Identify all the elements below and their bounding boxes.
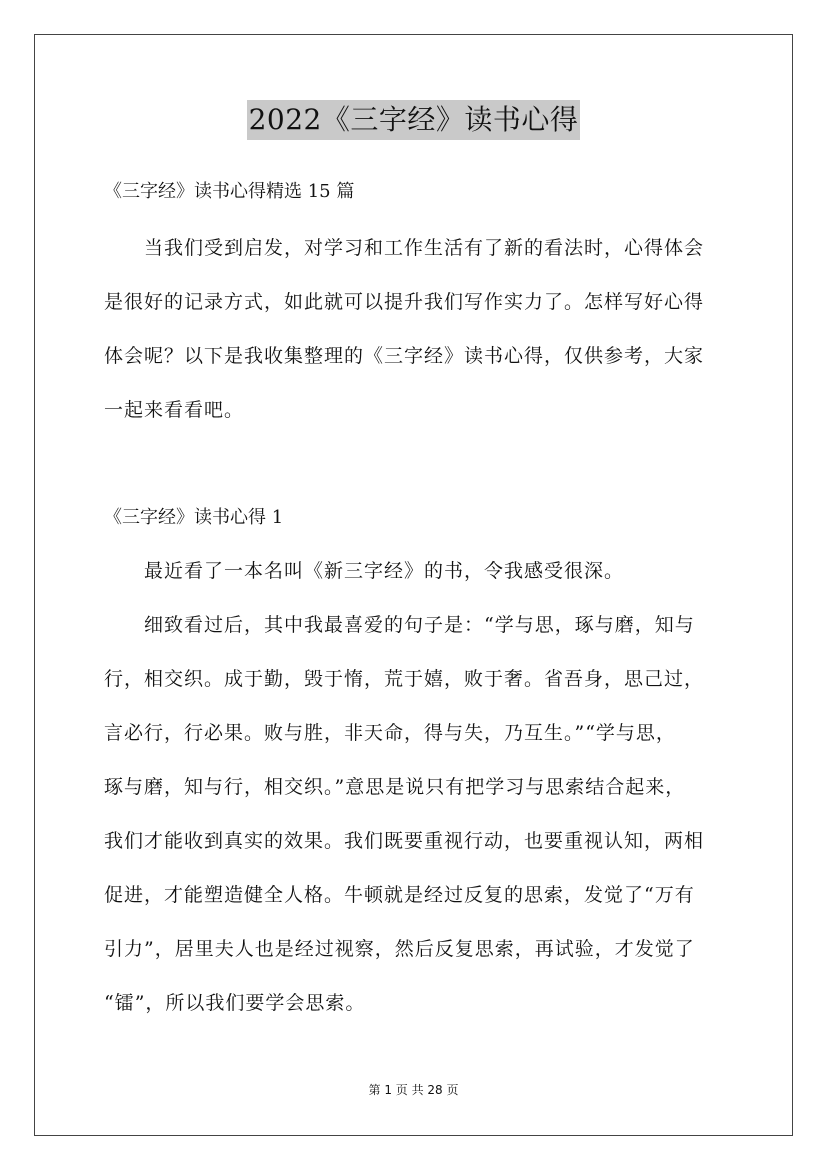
page-footer	[0, 1082, 827, 1098]
paragraph-2	[104, 598, 724, 1030]
intro-line: 当我们受到启发，对学习和工作生活有了新的看法时，心得体会	[144, 237, 705, 259]
intro-line: 体会呢？以下是我收集整理的《三字经》读书心得，仅供参考，大家	[104, 345, 705, 367]
paragraph-line: 行，相交织。成于勤，毁于惰，荒于嬉，败于奢。省吾身，思己过，	[104, 668, 705, 690]
intro-line: 是很好的记录方式，如此就可以提升我们写作实力了。怎样写好心得	[104, 291, 705, 313]
paragraph-line: 言必行，行必果。败与胜，非天命，得与失，乃互生。”“学与思，	[104, 722, 676, 744]
paragraph-line: 最近看了一本名叫《新三字经》的书，令我感受很深。	[144, 560, 625, 582]
paragraph-line: 我们才能收到真实的效果。我们既要重视行动，也要重视认知，两相	[104, 830, 705, 852]
paragraph-line: “镭”，所以我们要学会思索。	[104, 992, 366, 1014]
document-title: 2022《三字经》读书心得	[247, 100, 581, 140]
paragraph-1	[104, 544, 724, 598]
paragraph-line: 引力”，居里夫人也是经过视察，然后反复思索，再试验，才发觉了	[104, 938, 695, 960]
intro-paragraph	[104, 221, 724, 437]
page-number-label: 第 1 页 共 28 页	[368, 1083, 459, 1097]
document-subtitle: 《三字经》读书心得精选 15 篇	[104, 181, 355, 202]
paragraph-line: 琢与磨，知与行，相交织。”意思是说只有把学习与思索结合起来，	[104, 776, 686, 798]
paragraph-line: 促进，才能塑造健全人格。牛顿就是经过反复的思索，发觉了“万有	[104, 884, 695, 906]
intro-line: 一起来看看吧。	[104, 399, 245, 421]
title-container	[0, 100, 827, 140]
paragraph-line: 细致看过后，其中我最喜爱的句子是：“学与思，琢与磨，知与	[144, 614, 695, 636]
section-heading: 《三字经》读书心得 1	[104, 507, 284, 528]
